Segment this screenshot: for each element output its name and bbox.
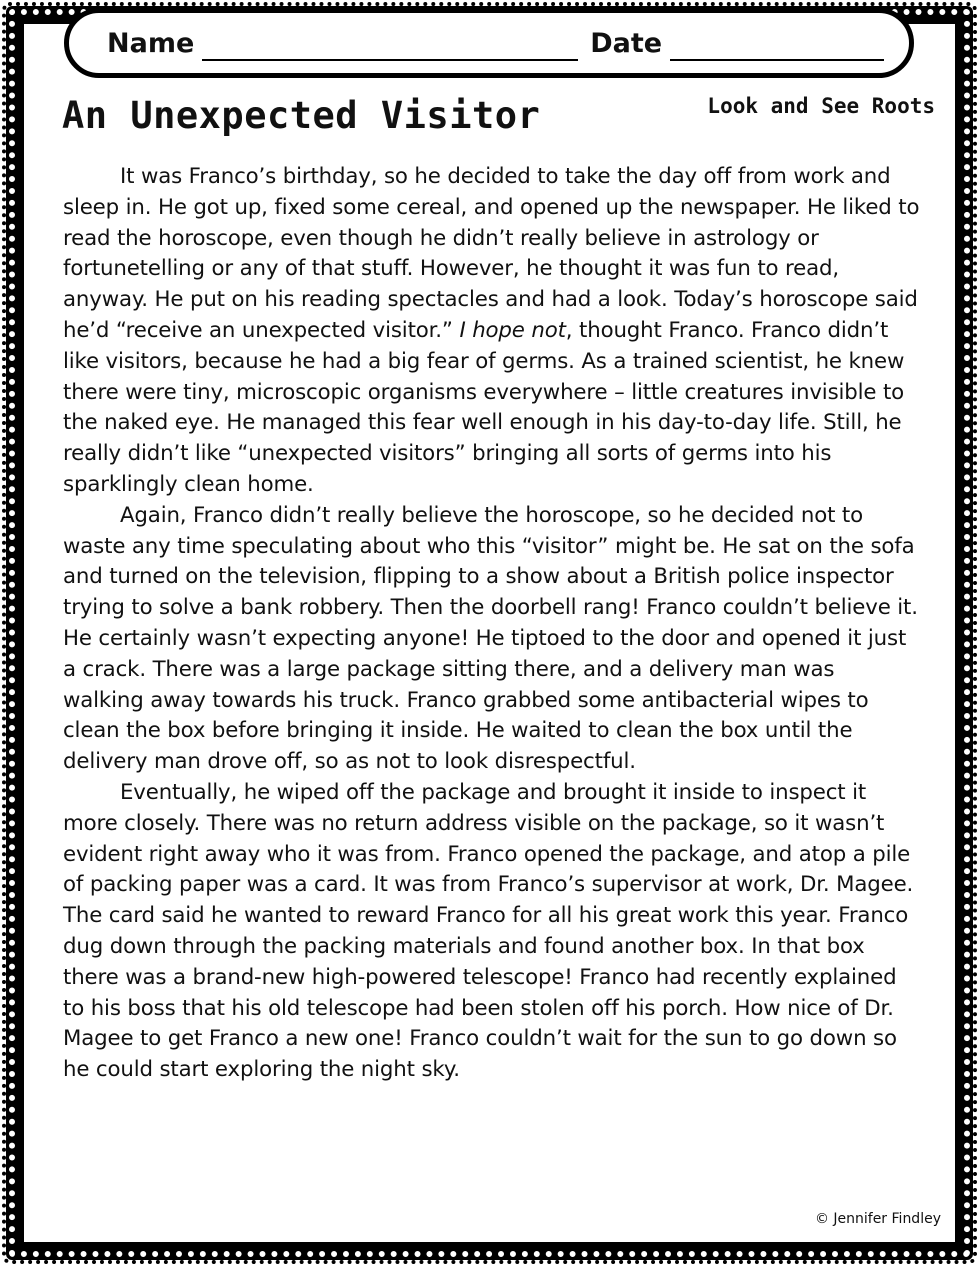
story-paragraph-1-part-a: It was Franco’s birthday, so he decided to take the day off from work and sleep in. He got up, fixed some cereal, and opened up the newspaper. He liked to read the horoscope, even though he didn’t really believe in astrology or fortunetelling or any of that stuff. However, he thought it was fun to read, anyway. He put on his reading spectacles and had a look. Today’s horoscope said he’d “receive an unexpected visitor.” bbox=[63, 164, 920, 343]
story-paragraph-1-part-b: , thought Franco. Franco didn’t like visitors, because he had a big fear of germs. As a trained scientist, he knew there were tiny, microscopic organisms everywhere – little creatures invisible to the naked eye. He managed this fear well enough in his day-to-day life. Still, he really didn’t like “unexpected visitors” bringing all sorts of germs into his sparklingly clean home. bbox=[63, 317, 905, 497]
story-paragraph-2: Again, Franco didn’t really believe the horoscope, so he decided not to waste any time speculating about who this “visitor” might be. He sat on the sofa and turned on the television, flipping to a show about a British police inspector trying to solve a bank robbery. Then the doorbell rang! Franco couldn’t believe it. He certainly wasn’t expecting anyone! He tiptoed to the door and opened it just a crack. There was a large package sitting there, and a delivery man was walking away towards his truck. Franco grabbed some antibacterial wipes to clean the box before bringing it inside. He waited to clean the box until the delivery man drove off, so as not to look disrespectful. bbox=[63, 502, 918, 775]
date-blank-line[interactable] bbox=[670, 31, 884, 61]
name-blank-line[interactable] bbox=[202, 31, 578, 61]
copyright-notice: © Jennifer Findley bbox=[814, 1211, 941, 1227]
story-paragraph-3: Eventually, he wiped off the package and brought it inside to inspect it more closely. There was no return address visible on the package, so it wasn’t evident right away who it was from. Franco opened the package, and atop a pile of packing paper was a card. It was from Franco’s supervisor at work, Dr. Magee. The card said he wanted to reward Franco for all his great work this year. Franco dug down through the packing materials and found another box. In that box there was a brand-new high-powered telescope! Franco had recently explained to his boss that his old telescope had been stolen off his porch. How nice of Dr. Magee to get Franco a new one! Franco couldn’t wait for the sun to go down so he could start exploring the night sky. bbox=[63, 779, 914, 1083]
story-body bbox=[63, 162, 921, 1086]
story-title: An Unexpected Visitor bbox=[62, 94, 541, 137]
name-date-row bbox=[107, 27, 884, 61]
story-paragraph-1 bbox=[63, 162, 921, 501]
name-label: Name bbox=[107, 28, 195, 59]
story-paragraph-1-italic: I hope not bbox=[459, 317, 566, 343]
date-label: Date bbox=[590, 28, 663, 59]
unit-subtitle: Look and See Roots bbox=[707, 94, 935, 118]
name-date-header bbox=[64, 8, 914, 78]
